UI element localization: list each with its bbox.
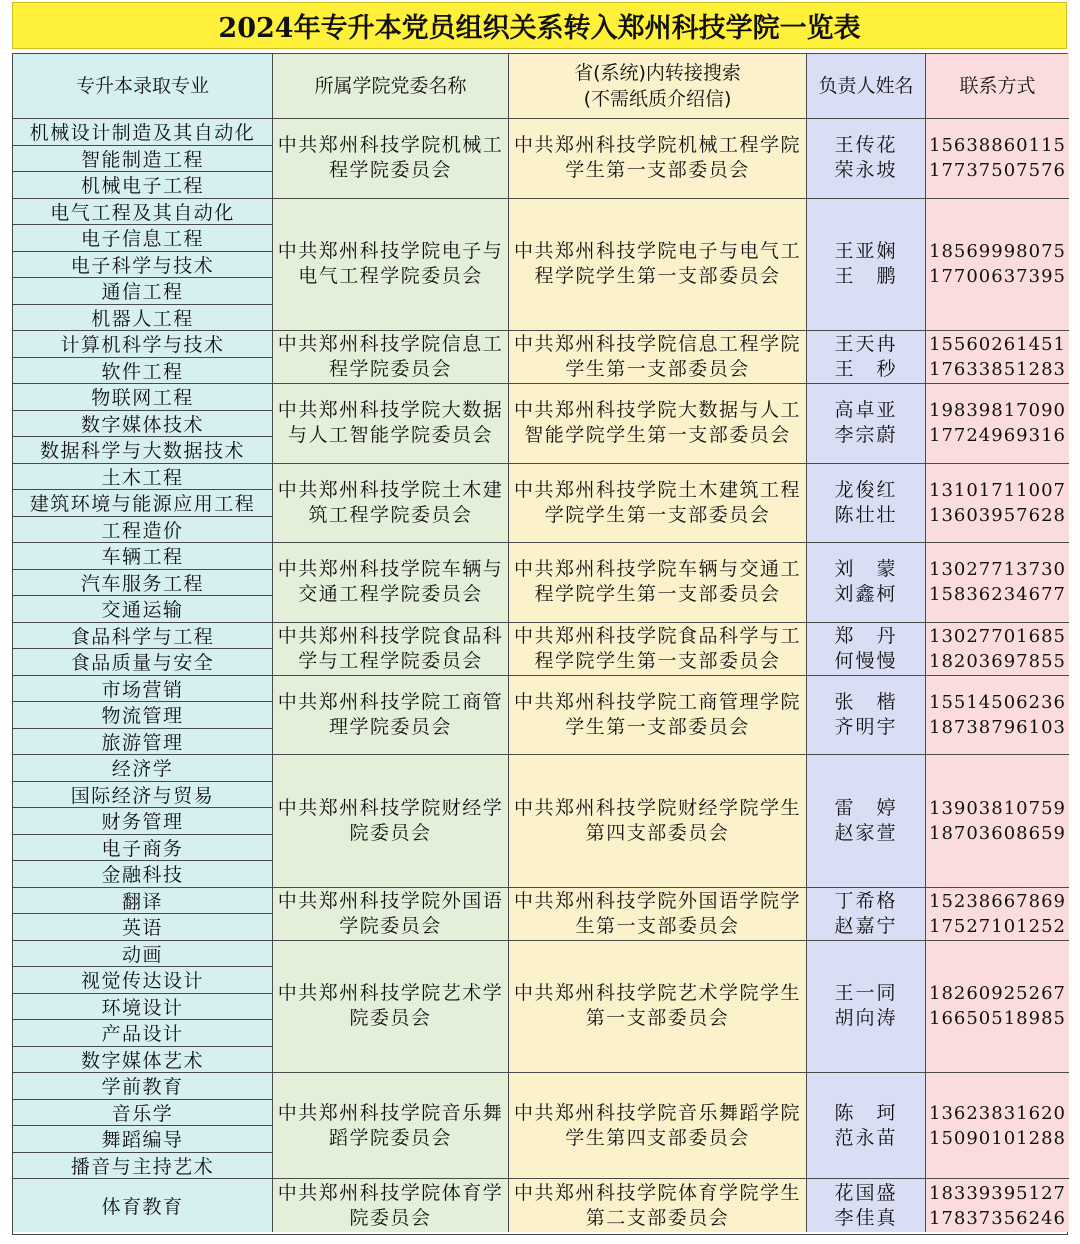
person-name: 王 鹏 — [834, 265, 898, 288]
committee-cell: 中共郑州科技学院艺术学院委员会 — [273, 941, 509, 1074]
person-name: 王 秒 — [834, 358, 898, 380]
phone-number: 15836234677 — [929, 584, 1066, 606]
committee-cell: 中共郑州科技学院外国语学院委员会 — [273, 888, 509, 941]
phone-number: 13903810759 — [929, 797, 1066, 819]
phone-number: 15638860115 — [929, 135, 1066, 157]
person-name: 陈 珂 — [834, 1101, 898, 1124]
branch-cell: 中共郑州科技学院财经学院学生第四支部委员会 — [509, 755, 807, 888]
major-cell: 环境设计 — [13, 994, 273, 1021]
phone-number: 17837356246 — [929, 1207, 1066, 1229]
person-name: 雷 婷 — [834, 796, 898, 819]
contact-cell — [926, 331, 1069, 384]
branch-cell: 中共郑州科技学院电子与电气工程学院学生第一支部委员会 — [509, 199, 807, 332]
person-name: 王天冉 — [834, 333, 898, 355]
header-person: 负责人姓名 — [807, 54, 926, 119]
person-name: 李佳真 — [834, 1206, 898, 1229]
person-cell — [807, 464, 926, 544]
person-name: 刘 蒙 — [834, 558, 898, 581]
committee-cell: 中共郑州科技学院音乐舞蹈学院委员会 — [273, 1073, 509, 1179]
phone-number: 18339395127 — [929, 1182, 1066, 1204]
major-cell: 软件工程 — [13, 358, 273, 385]
header-committee: 所属学院党委名称 — [273, 54, 509, 119]
person-name: 荣永坡 — [834, 159, 898, 182]
phone-number: 15090101288 — [929, 1127, 1066, 1149]
major-cell: 机器人工程 — [13, 305, 273, 332]
committee-cell: 中共郑州科技学院体育学院委员会 — [273, 1179, 509, 1232]
major-cell: 汽车服务工程 — [13, 570, 273, 597]
person-cell — [807, 119, 926, 199]
header-branch-line1: 省(系统)内转接搜索 — [574, 62, 741, 84]
contact-cell — [926, 755, 1069, 888]
branch-cell: 中共郑州科技学院音乐舞蹈学院学生第四支部委员会 — [509, 1073, 807, 1179]
person-cell — [807, 941, 926, 1074]
major-cell: 音乐学 — [13, 1100, 273, 1127]
phone-number: 13027701685 — [929, 625, 1066, 647]
header-contact: 联系方式 — [926, 54, 1069, 119]
major-cell: 交通运输 — [13, 596, 273, 623]
phone-number: 13027713730 — [929, 559, 1066, 581]
phone-number: 17724969316 — [929, 425, 1066, 447]
person-cell — [807, 1073, 926, 1179]
person-name: 郑 丹 — [834, 624, 898, 647]
person-name: 丁希格 — [834, 889, 898, 912]
person-cell — [807, 676, 926, 756]
major-cell: 机械设计制造及其自动化 — [13, 119, 273, 146]
person-cell — [807, 623, 926, 676]
major-cell: 食品质量与安全 — [13, 649, 273, 676]
major-cell: 翻译 — [13, 888, 273, 915]
phone-number: 15514506236 — [929, 691, 1066, 713]
branch-cell: 中共郑州科技学院外国语学院学生第一支部委员会 — [509, 888, 807, 941]
major-cell: 国际经济与贸易 — [13, 782, 273, 809]
major-cell: 机械电子工程 — [13, 172, 273, 199]
person-cell — [807, 888, 926, 941]
person-name: 李宗蔚 — [834, 424, 898, 447]
person-name: 王一同 — [834, 982, 898, 1005]
major-cell: 视觉传达设计 — [13, 967, 273, 994]
committee-cell: 中共郑州科技学院车辆与交通工程学院委员会 — [273, 543, 509, 623]
major-cell: 电气工程及其自动化 — [13, 199, 273, 226]
contact-cell — [926, 888, 1069, 941]
phone-number: 17737507576 — [929, 160, 1066, 182]
person-name: 花国盛 — [834, 1181, 898, 1204]
major-cell: 体育教育 — [13, 1179, 273, 1232]
committee-cell: 中共郑州科技学院土木建筑工程学院委员会 — [273, 464, 509, 544]
contact-cell — [926, 676, 1069, 756]
branch-cell: 中共郑州科技学院体育学院学生第二支部委员会 — [509, 1179, 807, 1232]
person-cell — [807, 755, 926, 888]
party-transfer-table — [12, 53, 1068, 1235]
major-cell: 计算机科学与技术 — [13, 331, 273, 358]
major-cell: 舞蹈编导 — [13, 1126, 273, 1153]
phone-number: 18203697855 — [929, 650, 1066, 672]
major-cell: 物联网工程 — [13, 384, 273, 411]
phone-number: 16650518985 — [929, 1008, 1066, 1030]
phone-number: 15238667869 — [929, 890, 1066, 912]
person-name: 王亚娴 — [834, 240, 898, 263]
committee-cell: 中共郑州科技学院大数据与人工智能学院委员会 — [273, 384, 509, 464]
major-cell: 财务管理 — [13, 808, 273, 835]
branch-cell: 中共郑州科技学院土木建筑工程学院学生第一支部委员会 — [509, 464, 807, 544]
branch-cell: 中共郑州科技学院车辆与交通工程学院学生第一支部委员会 — [509, 543, 807, 623]
branch-cell: 中共郑州科技学院机械工程学院学生第一支部委员会 — [509, 119, 807, 199]
major-cell: 数据科学与大数据技术 — [13, 437, 273, 464]
phone-number: 18260925267 — [929, 983, 1066, 1005]
major-cell: 电子信息工程 — [13, 225, 273, 252]
major-cell: 产品设计 — [13, 1020, 273, 1047]
header-branch-line2: (不需纸质介绍信) — [583, 88, 732, 110]
phone-number: 18703608659 — [929, 822, 1066, 844]
phone-number: 19839817090 — [929, 400, 1066, 422]
major-cell: 数字媒体艺术 — [13, 1047, 273, 1074]
phone-number: 18738796103 — [929, 716, 1066, 738]
person-name: 何慢慢 — [834, 649, 898, 672]
person-cell — [807, 1179, 926, 1232]
major-cell: 市场营销 — [13, 676, 273, 703]
person-name: 陈壮壮 — [834, 503, 898, 526]
committee-cell: 中共郑州科技学院机械工程学院委员会 — [273, 119, 509, 199]
major-cell: 电子商务 — [13, 835, 273, 862]
branch-cell: 中共郑州科技学院艺术学院学生第一支部委员会 — [509, 941, 807, 1074]
person-name: 胡向涛 — [834, 1007, 898, 1030]
person-name: 王传花 — [834, 134, 898, 157]
header-major: 专升本录取专业 — [13, 54, 273, 119]
person-name: 赵家萱 — [834, 821, 898, 844]
committee-cell: 中共郑州科技学院电子与电气工程学院委员会 — [273, 199, 509, 332]
major-cell: 金融科技 — [13, 861, 273, 888]
person-cell — [807, 384, 926, 464]
phone-number: 17527101252 — [929, 915, 1066, 937]
person-name: 齐明宇 — [834, 715, 898, 738]
person-name: 张 楷 — [834, 690, 898, 713]
phone-number: 13101711007 — [929, 479, 1066, 501]
major-cell: 土木工程 — [13, 464, 273, 491]
phone-number: 13623831620 — [929, 1102, 1066, 1124]
major-cell: 数字媒体技术 — [13, 411, 273, 438]
contact-cell — [926, 1073, 1069, 1179]
branch-cell: 中共郑州科技学院食品科学与工程学院学生第一支部委员会 — [509, 623, 807, 676]
person-cell — [807, 331, 926, 384]
contact-cell — [926, 119, 1069, 199]
major-cell: 电子科学与技术 — [13, 252, 273, 279]
major-cell: 工程造价 — [13, 517, 273, 544]
phone-number: 18569998075 — [929, 241, 1066, 263]
phone-number: 13603957628 — [929, 504, 1066, 526]
major-cell: 智能制造工程 — [13, 146, 273, 173]
major-cell: 物流管理 — [13, 702, 273, 729]
contact-cell — [926, 1179, 1069, 1232]
branch-cell: 中共郑州科技学院大数据与人工智能学院学生第一支部委员会 — [509, 384, 807, 464]
major-cell: 车辆工程 — [13, 543, 273, 570]
committee-cell: 中共郑州科技学院食品科学与工程学院委员会 — [273, 623, 509, 676]
major-cell: 食品科学与工程 — [13, 623, 273, 650]
committee-cell: 中共郑州科技学院信息工程学院委员会 — [273, 331, 509, 384]
header-branch — [509, 54, 807, 119]
person-cell — [807, 199, 926, 332]
person-name: 龙俊红 — [834, 478, 898, 501]
major-cell: 播音与主持艺术 — [13, 1153, 273, 1180]
person-name: 刘鑫柯 — [834, 583, 898, 606]
major-cell: 动画 — [13, 941, 273, 968]
phone-number: 17700637395 — [929, 266, 1066, 288]
major-cell: 旅游管理 — [13, 729, 273, 756]
major-cell: 学前教育 — [13, 1073, 273, 1100]
contact-cell — [926, 199, 1069, 332]
contact-cell — [926, 941, 1069, 1074]
committee-cell: 中共郑州科技学院工商管理学院委员会 — [273, 676, 509, 756]
branch-cell: 中共郑州科技学院信息工程学院学生第一支部委员会 — [509, 331, 807, 384]
person-name: 高卓亚 — [834, 399, 898, 422]
person-name: 赵嘉宁 — [834, 914, 898, 937]
major-cell: 英语 — [13, 914, 273, 941]
phone-number: 17633851283 — [929, 359, 1066, 380]
major-cell: 通信工程 — [13, 278, 273, 305]
committee-cell: 中共郑州科技学院财经学院委员会 — [273, 755, 509, 888]
person-name: 范永苗 — [834, 1126, 898, 1149]
person-cell — [807, 543, 926, 623]
contact-cell — [926, 623, 1069, 676]
phone-number: 15560261451 — [929, 334, 1066, 355]
major-cell: 经济学 — [13, 755, 273, 782]
contact-cell — [926, 464, 1069, 544]
contact-cell — [926, 543, 1069, 623]
branch-cell: 中共郑州科技学院工商管理学院学生第一支部委员会 — [509, 676, 807, 756]
major-cell: 建筑环境与能源应用工程 — [13, 490, 273, 517]
contact-cell — [926, 384, 1069, 464]
table-title: 2024年专升本党员组织关系转入郑州科技学院一览表 — [12, 2, 1067, 49]
